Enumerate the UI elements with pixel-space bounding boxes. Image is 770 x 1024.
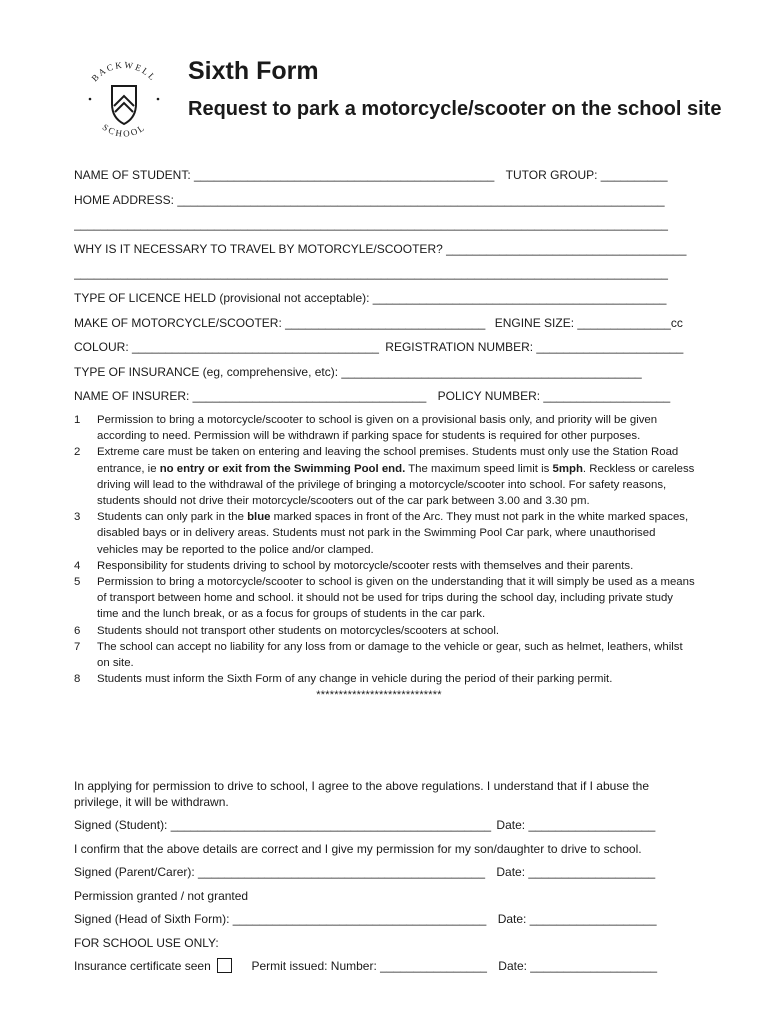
rule-item (74, 412, 696, 444)
page-title: Sixth Form (188, 57, 319, 85)
student-details-section (74, 167, 699, 413)
rule-item (74, 639, 696, 671)
rule-number: 2 (74, 446, 81, 459)
signature-section (74, 778, 696, 982)
rule-emphasis: 5mph (552, 462, 583, 475)
agreement-text: In applying for permission to drive to school, I agree to the above regulations. I understand that if I abuse the privilege, it will be withdrawn. (74, 779, 650, 810)
parent-signature-field[interactable]: Signed (Parent/Carer): ___________________________________________ (74, 865, 486, 880)
colour-field[interactable]: COLOUR: _____________________________________ (74, 340, 379, 355)
separator-stars: **************************** (316, 689, 442, 702)
rule-text: . Reckless or careless driving will lead to the withdrawal of the privilege of bringing a motorcycle/scooter into school. For safety reasons, students should not drive their motorcycle/scooters out of the car park between 3.00 and 3.30 pm. (97, 462, 695, 508)
student-signature-row (74, 817, 696, 841)
rule-number: 1 (74, 414, 81, 426)
rule-text: Students can only park in the (97, 511, 248, 524)
rule-item (74, 574, 696, 623)
permit-date-field[interactable]: Date: ___________________ (498, 959, 658, 974)
licence-type-field[interactable]: TYPE OF LICENCE HELD (provisional not acceptable): ____________________________________________ (74, 290, 667, 305)
rule-text: Students should not transport other students on motorcycles/scooters at school. (97, 624, 500, 637)
rule-item (74, 509, 696, 558)
home-address-line-2[interactable]: _________________________________________________________________________________________ (74, 217, 668, 232)
rule-text: Permission to bring a motorcycle/scooter to school is given on the understanding that it will simply be used as a means of transport between home and school. it should not be used for trips during the school day, including private study time and the lunch break, or as a focus for groups of students in the car park. (97, 576, 695, 621)
rule-item (74, 558, 696, 574)
reason-field[interactable]: WHY IS IT NECESSARY TO TRAVEL BY MOTORCYLE/SCOOTER? ____________________________________ (74, 241, 687, 256)
rule-text: The school can accept no liability for any loss from or damage to the vehicle or gear, such as helmet, leathers, whilst on site. (97, 640, 683, 670)
rule-item (74, 444, 696, 509)
rule-text: Extreme care must be taken on entering and leaving the school premises. Students must only use the Station Road entrance, ie (97, 446, 679, 475)
permission-status: Permission granted / not granted (74, 888, 249, 903)
school-use-row (74, 958, 696, 982)
head-signature-row (74, 911, 696, 935)
parent-signature-row (74, 864, 696, 888)
student-name-row (74, 167, 699, 192)
insurer-field[interactable]: NAME OF INSURER: ___________________________________ (74, 389, 427, 404)
school-logo (78, 56, 170, 148)
rule-number: 6 (74, 624, 81, 637)
student-signature-field[interactable]: Signed (Student): ________________________________________________ (74, 818, 492, 833)
tutor-group-field[interactable]: TUTOR GROUP: __________ (505, 168, 668, 182)
policy-number-field[interactable]: POLICY NUMBER: ___________________ (437, 389, 671, 404)
rule-number: 3 (74, 511, 81, 524)
svg-text:SCHOOL: SCHOOL (100, 121, 148, 139)
student-date-field[interactable]: Date: ___________________ (496, 818, 656, 833)
rule-item (74, 671, 696, 687)
rule-item (74, 623, 696, 639)
rule-text: Responsibility for students driving to school by motorcycle/scooter rests with themselves and their parents. (97, 559, 634, 572)
rules-list (74, 412, 696, 704)
rule-number: 7 (74, 640, 81, 653)
rule-number: 4 (74, 559, 81, 572)
home-address-field[interactable]: HOME ADDRESS: _________________________________________________________________________ (74, 192, 665, 207)
registration-field[interactable]: REGISTRATION NUMBER: ______________________ (385, 340, 684, 355)
insurance-seen-checkbox[interactable] (217, 958, 232, 973)
rule-number: 5 (74, 576, 81, 589)
form-subtitle: Request to park a motorcycle/scooter on the school site (188, 98, 722, 120)
make-field[interactable]: MAKE OF MOTORCYCLE/SCOOTER: ______________________________ (74, 315, 486, 330)
school-use-heading: FOR SCHOOL USE ONLY: (74, 935, 219, 950)
colour-row (74, 339, 699, 364)
rule-number: 8 (74, 673, 81, 686)
head-date-field[interactable]: Date: ___________________ (497, 912, 657, 927)
make-row (74, 315, 699, 340)
parent-date-field[interactable]: Date: ___________________ (496, 865, 656, 880)
reason-line-2[interactable]: _________________________________________________________________________________________ (74, 266, 668, 281)
insurer-row (74, 388, 699, 413)
engine-size-field[interactable]: ENGINE SIZE: ______________cc (494, 315, 683, 330)
permit-number-field[interactable]: Permit issued: Number: ________________ (251, 959, 487, 974)
rule-text: Permission to bring a motorcycle/scooter to school is given on a provisional basis only, and priority will be given according to need. Permission will be withdrawn if parking space for students is required for other purposes. (97, 414, 658, 443)
student-name-field[interactable]: NAME OF STUDENT: _____________________________________________ (74, 168, 495, 182)
rule-emphasis: blue (247, 511, 271, 524)
insurance-seen-label: Insurance certificate seen (74, 959, 211, 974)
head-signature-field[interactable]: Signed (Head of Sixth Form): ______________________________________ (74, 912, 487, 927)
insurance-type-field[interactable]: TYPE OF INSURANCE (eg, comprehensive, etc): _____________________________________________ (74, 364, 642, 379)
rule-text: The maximum speed limit is (405, 462, 553, 475)
rule-emphasis: no entry or exit from the Swimming Pool end. (159, 462, 406, 475)
rule-text: Students must inform the Sixth Form of any change in vehicle during the period of their parking permit. (97, 673, 613, 686)
svg-text:BACKWELL: BACKWELL (89, 59, 159, 84)
parent-consent-text: I confirm that the above details are correct and I give my permission for my son/daughter to drive to school. (74, 841, 642, 856)
rule-text: marked spaces in front of the Arc. They must not park in the white marked spaces, disabled bays or in delivery areas. Students must not park in the Swimming Pool Car park, where unauthorised vehicles may be reported to the police and/or clamped. (97, 511, 689, 556)
